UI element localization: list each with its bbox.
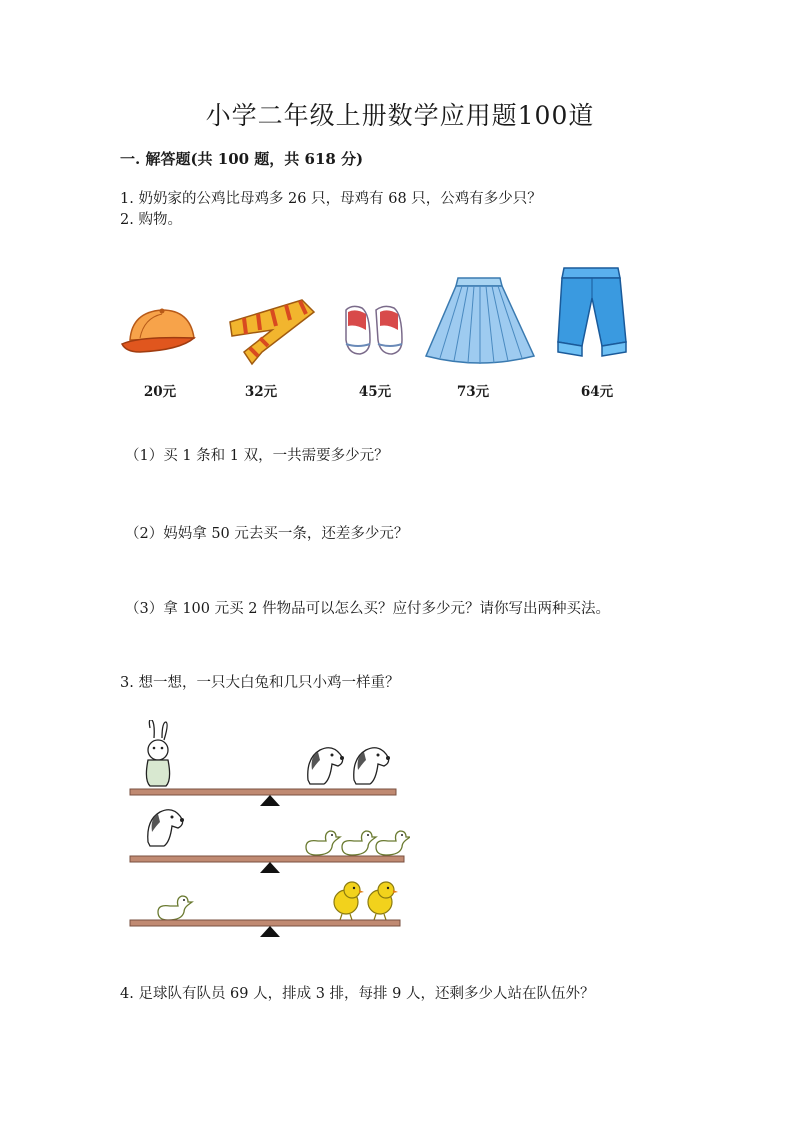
page-title: 小学二年级上册数学应用题100道 bbox=[205, 101, 595, 130]
price-label: 45元 bbox=[358, 384, 392, 400]
shoes-icon bbox=[340, 300, 410, 360]
question-3: 3. 想一想，一只大白兔和几只小鸡一样重？ bbox=[120, 675, 400, 691]
price-label: 20元 bbox=[143, 384, 177, 400]
question-2: 2. 购物。 bbox=[120, 212, 182, 228]
question-4: 4. 足球队有队员 69 人，排成 3 排，每排 9 人，还剩多少人站在队伍外？ bbox=[120, 986, 595, 1002]
price-label: 64元 bbox=[580, 384, 614, 400]
price-label: 73元 bbox=[456, 384, 490, 400]
question-2-sub-2: （2）妈妈拿 50 元去买一条，还差多少元？ bbox=[125, 526, 409, 542]
skirt-icon bbox=[422, 270, 537, 370]
price-label: 32元 bbox=[244, 384, 278, 400]
balance-illustration bbox=[120, 720, 410, 950]
scarf-icon bbox=[222, 292, 320, 370]
cap-icon bbox=[120, 300, 200, 360]
question-2-sub-3: （3）拿 100 元买 2 件物品可以怎么买？应付多少元？请你写出两种买法。 bbox=[125, 601, 611, 617]
question-2-sub-1: （1）买 1 条和 1 双，一共需要多少元？ bbox=[125, 448, 389, 464]
section-heading: 一. 解答题(共 100 题，共 618 分) bbox=[120, 150, 364, 168]
question-1: 1. 奶奶家的公鸡比母鸡多 26 只，母鸡有 68 只，公鸡有多少只？ bbox=[120, 191, 542, 207]
rabbit-icon bbox=[146, 720, 169, 786]
pants-icon bbox=[552, 262, 632, 362]
